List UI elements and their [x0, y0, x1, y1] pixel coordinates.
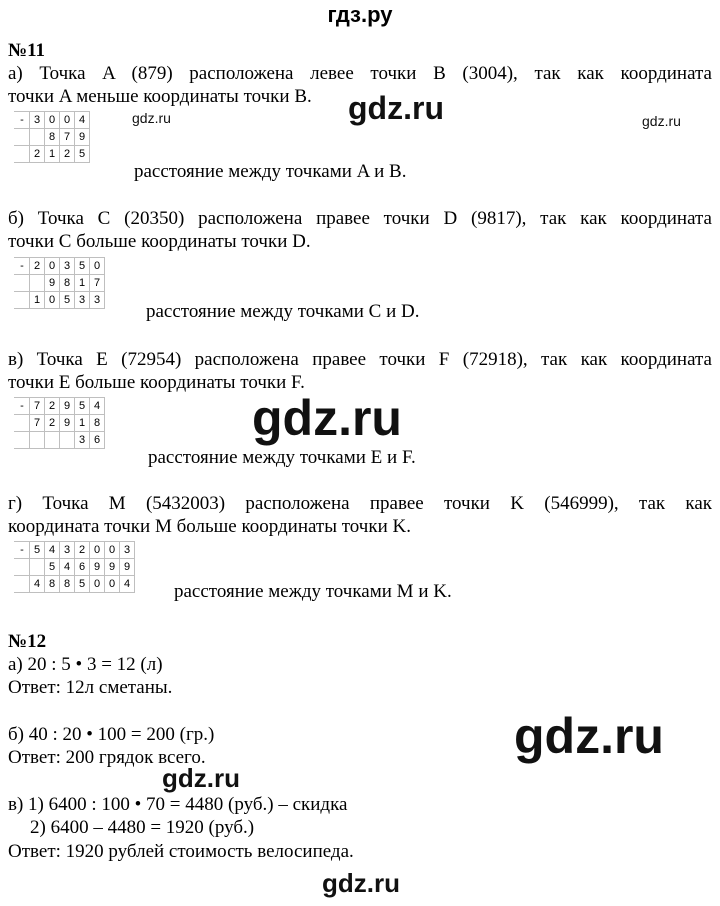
grid-cell: 0	[45, 258, 60, 275]
grid-cell: 5	[75, 398, 90, 415]
task-11d-line-1: г) Точка M (5432003) расположена правее точки K (546999), так как	[8, 493, 712, 514]
grid-cell: 1	[75, 275, 90, 292]
grid-cell	[45, 432, 60, 449]
task-12-line: Ответ: 1920 рублей стоимость велосипеда.	[8, 841, 354, 862]
grid-cell: 8	[90, 415, 105, 432]
subtraction-grid-a	[14, 111, 90, 163]
grid-cell: 9	[60, 398, 75, 415]
grid-cell: 0	[45, 112, 60, 129]
grid-cell: 0	[105, 542, 120, 559]
watermark-small: gdz.ru	[642, 113, 681, 129]
grid-cell: -	[15, 542, 30, 559]
grid-cell: 3	[75, 292, 90, 309]
grid-cell	[30, 275, 45, 292]
task-12-line: в) 1) 6400 : 100 • 70 = 4480 (руб.) – скидка	[8, 794, 348, 815]
grid-cell	[15, 292, 30, 309]
grid-cell: 6	[90, 432, 105, 449]
task-12-line: а) 20 : 5 • 3 = 12 (л)	[8, 654, 163, 675]
task-11d-caption: расстояние между точками M и K.	[174, 581, 452, 602]
grid-cell: 5	[75, 258, 90, 275]
task-11c-line-2: точки E больше координаты точки F.	[8, 372, 305, 393]
watermark-small: gdz.ru	[132, 110, 171, 126]
subtraction-grid-c	[14, 397, 105, 449]
grid-cell: 3	[120, 542, 135, 559]
watermark: gdz.ru	[162, 763, 240, 793]
grid-cell: 4	[75, 112, 90, 129]
task-12-line: 2) 6400 – 4480 = 1920 (руб.)	[30, 817, 255, 838]
grid-cell: 2	[45, 398, 60, 415]
grid-cell: 4	[45, 542, 60, 559]
grid-cell: 4	[30, 576, 45, 593]
grid-cell: 2	[30, 146, 45, 163]
task-11a-line-2: точки A меньше координаты точки B.	[8, 86, 312, 107]
task-11b-line-1: б) Точка C (20350) расположена правее точки D (9817), так как координата	[8, 208, 712, 229]
grid-cell	[15, 146, 30, 163]
grid-cell: 1	[30, 292, 45, 309]
task-12-title: №12	[8, 631, 47, 652]
task-12-line: б) 40 : 20 • 100 = 200 (гр.)	[8, 724, 215, 745]
grid-cell: 0	[90, 576, 105, 593]
grid-cell	[15, 559, 30, 576]
grid-cell: -	[15, 112, 30, 129]
task-12-line: Ответ: 200 грядок всего.	[8, 747, 206, 768]
grid-cell: 5	[30, 542, 45, 559]
grid-cell: 8	[45, 129, 60, 146]
grid-cell: 8	[45, 576, 60, 593]
task-11c-caption: расстояние между точками E и F.	[148, 447, 416, 468]
grid-cell: 7	[30, 415, 45, 432]
site-header: гдз.ру	[327, 2, 393, 27]
grid-cell: 4	[60, 559, 75, 576]
grid-cell: 0	[90, 258, 105, 275]
grid-cell	[15, 415, 30, 432]
grid-cell: 5	[45, 559, 60, 576]
task-11d-line-2: координата точки M больше координаты точки K.	[8, 516, 411, 537]
grid-cell: -	[15, 398, 30, 415]
watermark: gdz.ru	[514, 708, 664, 764]
grid-cell	[15, 432, 30, 449]
subtraction-grid-b	[14, 257, 105, 309]
grid-cell: 8	[60, 275, 75, 292]
grid-cell: 2	[60, 146, 75, 163]
grid-cell: 2	[45, 415, 60, 432]
grid-cell: 8	[60, 576, 75, 593]
grid-cell: 2	[30, 258, 45, 275]
watermark: gdz.ru	[322, 868, 400, 898]
grid-cell: 7	[90, 275, 105, 292]
watermark: gdz.ru	[252, 390, 402, 446]
grid-cell: 5	[75, 576, 90, 593]
grid-cell: 9	[105, 559, 120, 576]
grid-cell: 9	[60, 415, 75, 432]
task-11c-line-1: в) Точка E (72954) расположена правее точки F (72918), так как координата	[8, 349, 712, 370]
task-12-line: Ответ: 12л сметаны.	[8, 677, 173, 698]
task-11a-line-1: а) Точка A (879) расположена левее точки B (3004), так как координата	[8, 63, 712, 84]
grid-cell: 3	[60, 258, 75, 275]
grid-cell	[60, 432, 75, 449]
task-11-title: №11	[8, 40, 46, 61]
task-11a-caption: расстояние между точками A и B.	[134, 161, 407, 182]
grid-cell: 2	[75, 542, 90, 559]
grid-cell: 5	[75, 146, 90, 163]
grid-cell: 1	[75, 415, 90, 432]
grid-cell: 3	[30, 112, 45, 129]
grid-cell	[15, 275, 30, 292]
grid-cell	[30, 129, 45, 146]
grid-cell	[15, 576, 30, 593]
grid-cell: 4	[120, 576, 135, 593]
grid-cell	[30, 559, 45, 576]
grid-cell: 0	[90, 542, 105, 559]
grid-cell	[30, 432, 45, 449]
grid-cell: 1	[45, 146, 60, 163]
grid-cell: 5	[60, 292, 75, 309]
subtraction-grid-d	[14, 541, 135, 593]
grid-cell: -	[15, 258, 30, 275]
grid-cell: 9	[120, 559, 135, 576]
grid-cell: 7	[30, 398, 45, 415]
grid-cell: 0	[105, 576, 120, 593]
grid-cell: 3	[75, 432, 90, 449]
grid-cell: 3	[90, 292, 105, 309]
task-11b-line-2: точки C больше координаты точки D.	[8, 231, 311, 252]
grid-cell: 3	[60, 542, 75, 559]
grid-cell	[15, 129, 30, 146]
grid-cell: 9	[90, 559, 105, 576]
task-11b-caption: расстояние между точками C и D.	[146, 301, 420, 322]
grid-cell: 9	[75, 129, 90, 146]
grid-cell: 4	[90, 398, 105, 415]
grid-cell: 0	[45, 292, 60, 309]
grid-cell: 7	[60, 129, 75, 146]
watermark: gdz.ru	[348, 90, 444, 126]
grid-cell: 6	[75, 559, 90, 576]
grid-cell: 0	[60, 112, 75, 129]
grid-cell: 9	[45, 275, 60, 292]
